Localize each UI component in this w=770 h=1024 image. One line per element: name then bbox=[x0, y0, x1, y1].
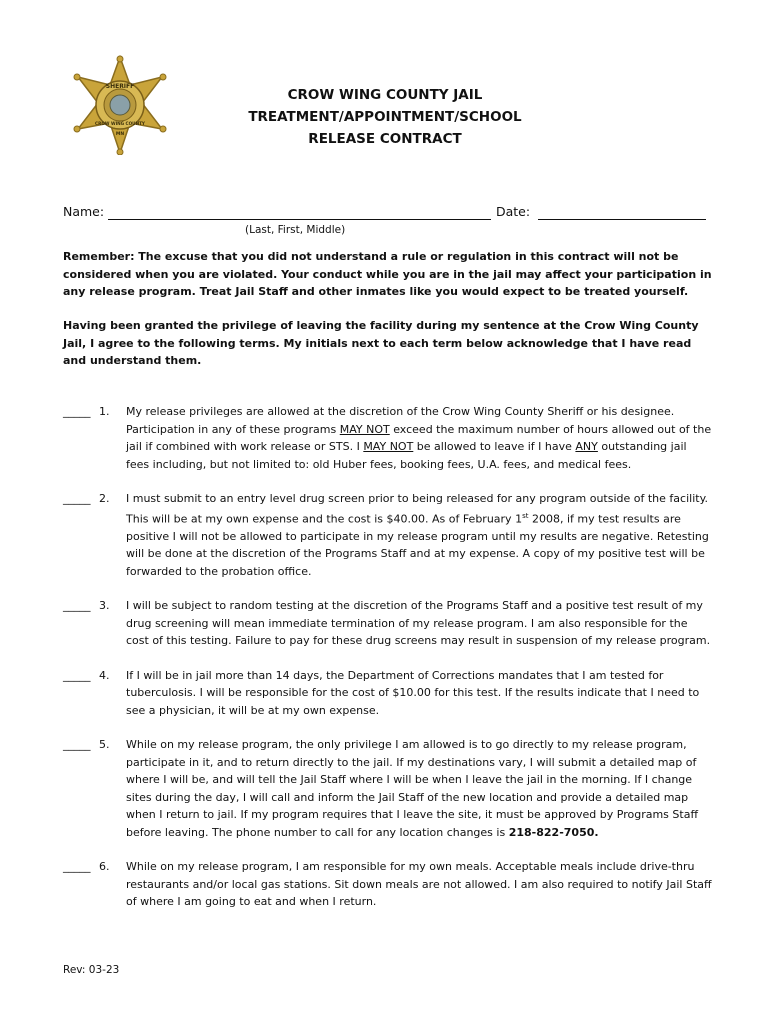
term-item-3 bbox=[63, 597, 713, 650]
term-number-4: 4. bbox=[99, 668, 110, 682]
name-field[interactable] bbox=[108, 219, 491, 220]
term-text-6: While on my release program, I am responsible for my own meals. Acceptable meals include drive-thru restaurants and/or local gas stations. Sit down meals are not allowed. I am also required to notify Jail Staff of where I am going to eat and when I return. bbox=[126, 860, 712, 909]
revision-label: Rev: 03-23 bbox=[63, 964, 120, 976]
term-number-5: 5. bbox=[99, 738, 110, 752]
term-text-3: I will be subject to random testing at the discretion of the Programs Staff and a positive test result of my drug screening will mean immediate termination of my release program. I am also responsible for the cost of this testing. Failure to pay for these drug screens may result in suspension of my release program. bbox=[126, 599, 711, 648]
title-line-2: TREATMENT/APPOINTMENT/SCHOOL bbox=[248, 109, 522, 125]
initials-blank-3[interactable]: _____ bbox=[63, 599, 91, 613]
terms-list bbox=[63, 403, 713, 928]
badge-text-bottom: CROW WING COUNTY bbox=[95, 121, 145, 126]
name-label: Name: bbox=[63, 204, 105, 219]
agreement-paragraph: Having been granted the privilege of leaving the facility during my sentence at the Crow Wing County Jail, I agree to the following terms. My initials next to each term below acknowledge that I have read and understand them. bbox=[63, 319, 699, 367]
term-number-1: 1. bbox=[99, 405, 110, 418]
title-line-1: CROW WING COUNTY JAIL bbox=[287, 87, 483, 103]
name-format-hint: (Last, First, Middle) bbox=[245, 224, 346, 236]
initials-blank-5[interactable]: _____ bbox=[63, 738, 91, 752]
term-text-2: I must submit to an entry level drug screen prior to being released for any program outside of the facility. This will be at my own expense and the cost is $40.00. As of February 1st 2008, if my test results are positive I will not be allowed to participate in my release program until my results are negative. Retesting will be done at the discretion of the Programs Staff and at my expense. A copy of my positive test will be forwarded to the probation office. bbox=[126, 492, 709, 578]
name-date-row bbox=[63, 204, 713, 224]
term-item-5 bbox=[63, 736, 713, 841]
document-title bbox=[150, 84, 620, 150]
initials-blank-4[interactable]: _____ bbox=[63, 668, 91, 682]
term-item-2 bbox=[63, 490, 713, 580]
initials-blank-1[interactable]: _____ bbox=[63, 405, 91, 418]
term-item-4 bbox=[63, 667, 713, 720]
badge-state: MN bbox=[115, 132, 125, 137]
term-number-2: 2. bbox=[99, 492, 110, 505]
location-phone-number: 218-822-7050. bbox=[508, 825, 599, 839]
initials-blank-2[interactable]: _____ bbox=[63, 492, 91, 505]
term-number-6: 6. bbox=[99, 860, 110, 874]
term-text-5: While on my release program, the only privilege I am allowed is to go directly to my release program, participate in it, and to return directly to the jail. If my destinations vary, I will submit a detailed map of where I will be, and will tell the Jail Staff where I will be when I leave the jail in the morning. If I change sites during the day, I will call and inform the Jail Staff of the new location and provide a detailed map when I return to jail. If my program requires that I leave the site, it must be approved by Programs Staff before leaving. The phone number to call for any location changes is 218-822-7050. bbox=[126, 738, 699, 839]
term-number-3: 3. bbox=[99, 599, 110, 613]
badge-seal-center bbox=[110, 95, 130, 115]
initials-blank-6[interactable]: _____ bbox=[63, 860, 91, 874]
remember-paragraph: Remember: The excuse that you did not understand a rule or regulation in this contract will not be considered when you are violated. Your conduct while you are in the jail may affect your participation in any release program. Treat Jail Staff and other inmates like you would expect to be treated yourself. bbox=[63, 250, 712, 298]
term-text-4: If I will be in jail more than 14 days, the Department of Corrections mandates that I am tested for tuberculosis. I will be responsible for the cost of $10.00 for this test. If the results indicate that I need to see a physician, it will be at my own expense. bbox=[126, 668, 700, 717]
term-text-1: My release privileges are allowed at the discretion of the Crow Wing County Sheriff or his designee. Participation in any of these programs MAY NOT exceed the maximum number of hours allowed out of the jail if combined with work release or STS. I MAY NOT be allowed to leave if I have ANY outstanding jail fees including, but not limited to: old Huber fees, booking fees, U.A. fees, and medical fees. bbox=[126, 405, 712, 471]
date-label: Date: bbox=[496, 204, 531, 219]
term-item-1 bbox=[63, 403, 713, 473]
badge-text-top: SHERIFF bbox=[105, 83, 135, 90]
title-line-3: RELEASE CONTRACT bbox=[308, 131, 462, 147]
date-field[interactable] bbox=[538, 219, 706, 220]
term-item-6 bbox=[63, 858, 713, 911]
